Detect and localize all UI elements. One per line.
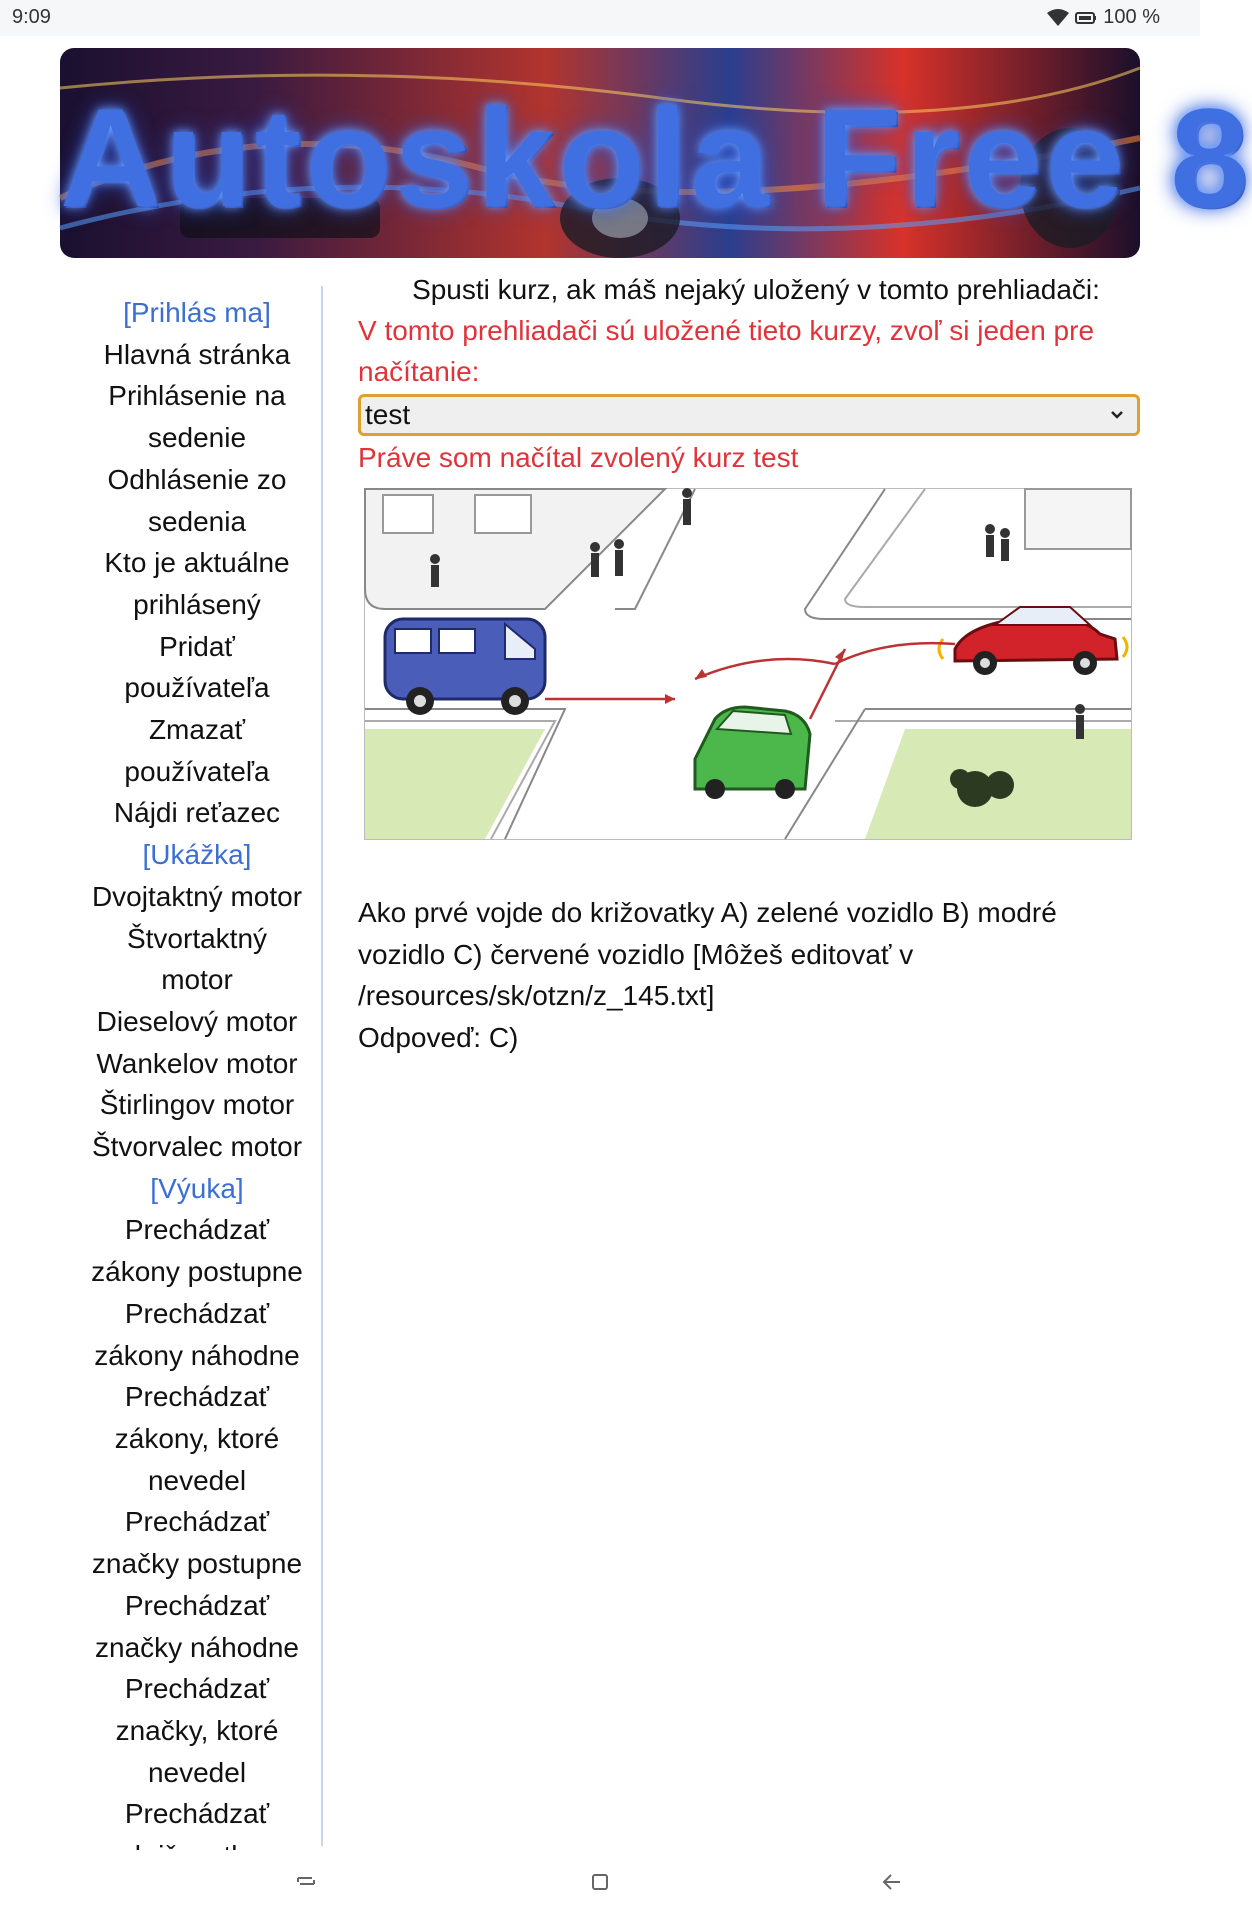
- nav-item-add-user-2[interactable]: používateľa: [124, 672, 270, 704]
- nav-item-logout-session[interactable]: Odhlásenie zo: [107, 463, 287, 495]
- nav-item-laws-unknown[interactable]: Prechádzať: [124, 1381, 270, 1413]
- back-icon[interactable]: [880, 1870, 904, 1894]
- nav-item-wankel[interactable]: Wankelov motor: [96, 1047, 298, 1079]
- status-indicators: [1047, 6, 1160, 29]
- sidebar-nav: [70, 292, 324, 1852]
- question-text: Ako prvé vojde do križovatky A) zelené vozidlo B) modré vozidlo C) červené vozidlo [Môžeš editovať v /resources/sk/otzn/z_145.txt]: [358, 897, 1057, 1012]
- nav-item-login-session-2[interactable]: sedenie: [147, 422, 247, 454]
- nav-item-current-user[interactable]: Kto je aktuálne: [104, 547, 290, 579]
- nav-item-laws-unknown-3[interactable]: nevedel: [147, 1464, 247, 1496]
- intersection-illustration: [364, 488, 1132, 840]
- nav-item-four-stroke-2[interactable]: motor: [161, 964, 233, 996]
- nav-section-demo[interactable]: [Ukážka]: [142, 839, 252, 871]
- nav-item-signs-random-2[interactable]: značky náhodne: [95, 1631, 299, 1663]
- battery-icon: [1075, 11, 1097, 25]
- nav-item-laws-unknown-2[interactable]: zákony, ktoré: [114, 1422, 280, 1454]
- status-time: 9:09: [12, 6, 51, 28]
- nav-item-delete-user-2[interactable]: používateľa: [124, 755, 270, 787]
- nav-item-add-user[interactable]: Pridať: [159, 630, 235, 662]
- nav-item-two-stroke[interactable]: Dvojtaktný motor: [91, 880, 303, 912]
- nav-item-logout-session-2[interactable]: sedenia: [147, 505, 247, 537]
- nav-item-signs-unknown-2[interactable]: značky, ktoré: [115, 1714, 279, 1746]
- nav-item-four-cylinder[interactable]: Štvorvalec motor: [91, 1131, 303, 1163]
- course-select[interactable]: [358, 394, 1140, 436]
- chevron-down-icon: [1103, 401, 1131, 429]
- nav-item-delete-user[interactable]: Zmazať: [148, 714, 246, 746]
- nav-section-login[interactable]: [Prihlás ma]: [123, 297, 271, 328]
- home-icon[interactable]: [588, 1870, 612, 1894]
- nav-item-stirling[interactable]: Štirlingov motor: [99, 1089, 295, 1121]
- nav-item-laws-random-2[interactable]: zákony náhodne: [94, 1339, 300, 1371]
- answer-text: Odpoveď: C): [358, 1021, 519, 1053]
- system-nav-bar: [0, 1850, 1200, 1920]
- nav-item-signs-sequential-2[interactable]: značky postupne: [91, 1548, 303, 1580]
- nav-item-diesel[interactable]: Dieselový motor: [96, 1005, 298, 1037]
- battery-level: 100 %: [1103, 6, 1160, 28]
- intersection-diagram: [365, 489, 1131, 839]
- wifi-icon: [1047, 9, 1069, 27]
- nav-item-signs-unknown[interactable]: Prechádzať: [124, 1673, 270, 1705]
- nav-item-signs-sequential[interactable]: Prechádzať: [124, 1506, 270, 1538]
- recent-apps-icon[interactable]: [294, 1870, 318, 1894]
- main-content: [358, 270, 1140, 1058]
- nav-item-crossroads[interactable]: Prechádzať: [124, 1798, 270, 1830]
- nav-item-home[interactable]: Hlavná stránka: [103, 338, 291, 370]
- nav-item-login-session[interactable]: Prihlásenie na: [108, 380, 286, 412]
- course-select-value: test: [365, 399, 411, 430]
- intro-text: Spusti kurz, ak máš nejaký uložený v tomto prehliadači:: [412, 274, 1100, 305]
- status-bar: [0, 0, 1200, 36]
- nav-item-laws-random[interactable]: Prechádzať: [124, 1297, 270, 1329]
- nav-item-laws-sequential-2[interactable]: zákony postupne: [91, 1256, 303, 1288]
- stored-courses-notice: V tomto prehliadači sú uložené tieto kurzy, zvoľ si jeden pre načítanie:: [358, 315, 1095, 387]
- nav-section-learning[interactable]: [Výuka]: [150, 1172, 244, 1204]
- banner: [60, 48, 1252, 258]
- banner-title: Autoskola Free 8: [60, 79, 1252, 236]
- nav-item-signs-unknown-3[interactable]: nevedel: [147, 1756, 247, 1788]
- nav-item-find-string[interactable]: Nájdi reťazec: [113, 797, 281, 829]
- nav-item-laws-sequential[interactable]: Prechádzať: [124, 1214, 270, 1246]
- nav-item-current-user-2[interactable]: prihlásený: [133, 588, 261, 620]
- nav-item-signs-random[interactable]: Prechádzať: [124, 1589, 270, 1621]
- loaded-message: Práve som načítal zvolený kurz test: [358, 442, 799, 473]
- nav-item-four-stroke[interactable]: Štvortaktný: [126, 922, 268, 954]
